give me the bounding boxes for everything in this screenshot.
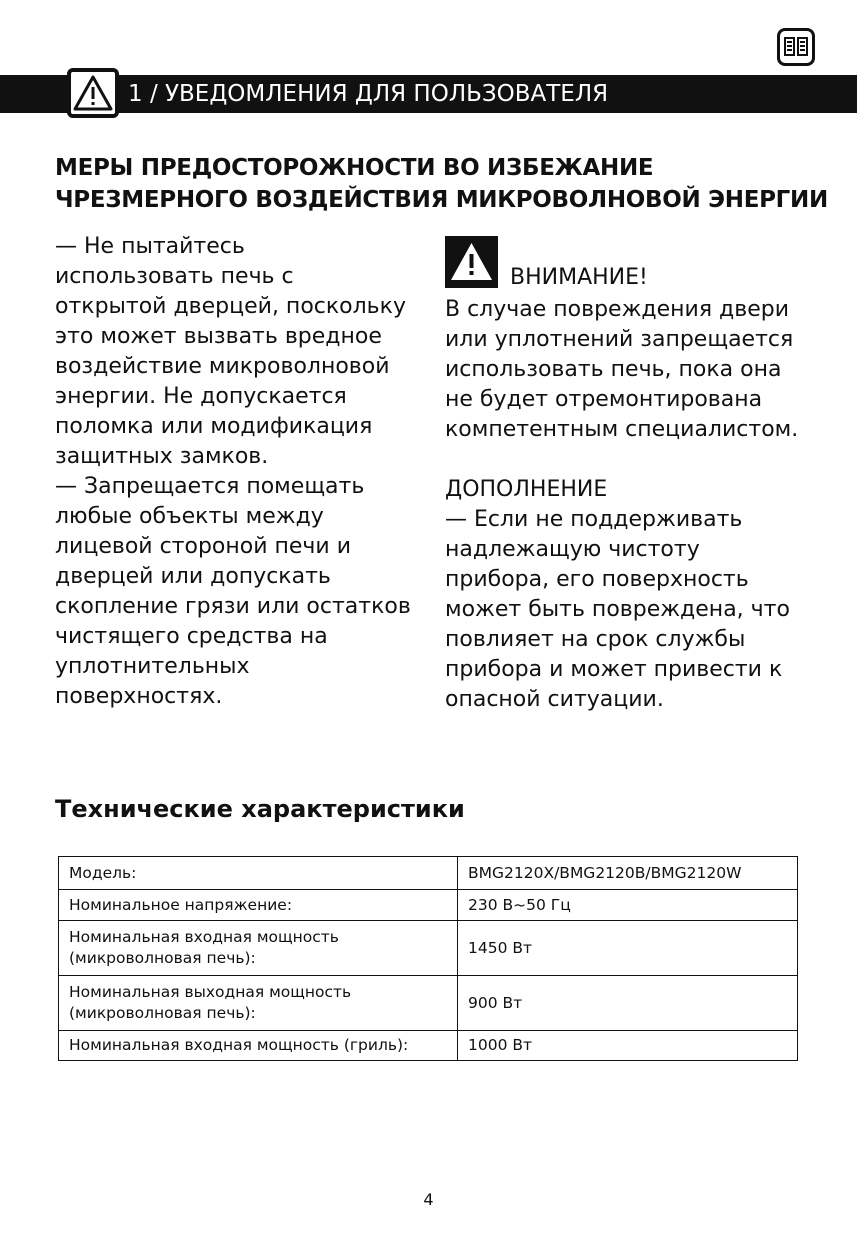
text-line: уплотнительных [55,654,250,679]
text-line: открытой дверцей, поскольку [55,294,406,319]
table-row [59,857,798,890]
precautions-text [55,232,411,712]
warning-text [445,295,798,445]
text-line: дверцей или допускать [55,564,331,589]
spec-label-line: (микроволновая печь): [69,1004,256,1022]
table-row [59,1031,798,1061]
text-line: не будет отремонтирована [445,387,763,412]
text-line: поломка или модификация [55,414,373,439]
text-line: В случае повреждения двери [445,297,790,322]
spec-label [59,976,458,1031]
text-line: энергии. Не допускается [55,384,347,409]
spec-label-line: Номинальное напряжение: [69,895,293,914]
table-row [59,976,798,1031]
warning-title: ВНИМАНИЕ! [510,265,648,290]
spec-label [59,921,458,976]
warning-icon [445,236,498,288]
header-title: 1 / УВЕДОМЛЕНИЯ ДЛЯ ПОЛЬЗОВАТЕЛЯ [128,81,609,107]
text-line: использовать печь с [55,264,294,289]
text-line: поверхностях. [55,684,223,709]
text-line: — Не пытайтесь [55,234,245,259]
section-title-line: ЧРЕЗМЕРНОГО ВОЗДЕЙСТВИЯ МИКРОВОЛНОВОЙ ЭНЕРГИИ [55,187,828,213]
table-row [59,890,798,921]
text-line: — Если не поддерживать [445,507,743,532]
spec-label [59,890,458,921]
text-line: защитных замков. [55,444,269,469]
text-line: повлияет на срок службы [445,627,746,652]
spec-value: 230 В~50 Гц [458,890,798,921]
text-line: прибора и может привести к [445,657,783,682]
spec-value: 900 Вт [458,976,798,1031]
text-line: любые объекты между [55,504,324,529]
text-line: может быть повреждена, что [445,597,790,622]
spec-value: 1450 Вт [458,921,798,976]
manual-book-icon [777,28,815,66]
spec-label-line: Номинальная входная мощность [69,928,339,946]
spec-label-line: (микроволновая печь): [69,949,256,967]
text-line: чистящего средства на [55,624,328,649]
spec-label-line: Номинальная выходная мощность [69,983,352,1001]
addition-title: ДОПОЛНЕНИЕ [445,477,608,502]
section-title [55,152,828,216]
spec-label-line: Модель: [69,863,137,882]
text-line: скопление грязи или остатков [55,594,411,619]
text-line: — Запрещается помещать [55,474,365,499]
spec-label [59,1031,458,1061]
text-line: компетентным специалистом. [445,417,799,442]
specs-table [58,856,798,1061]
table-row [59,921,798,976]
spec-label-line: Номинальная входная мощность (гриль): [69,1036,409,1054]
text-line: надлежащую чистоту [445,537,700,562]
section-title-line: МЕРЫ ПРЕДОСТОРОЖНОСТИ ВО ИЗБЕЖАНИЕ [55,155,654,181]
page-number: 4 [423,1190,434,1209]
text-line: использовать печь, пока она [445,357,782,382]
text-line: прибора, его поверхность [445,567,749,592]
text-line: лицевой стороной печи и [55,534,352,559]
spec-value: BMG2120X/BMG2120B/BMG2120W [458,857,798,890]
warning-triangle-icon [67,68,119,118]
text-line: или уплотнений запрещается [445,327,794,352]
text-line: это может вызвать вредное [55,324,382,349]
spec-value: 1000 Вт [458,1031,798,1061]
spec-label [59,857,458,890]
specs-title: Технические характеристики [55,795,465,823]
text-line: опасной ситуации. [445,687,664,712]
addition-block [445,475,790,715]
text-line: воздействие микроволновой [55,354,390,379]
